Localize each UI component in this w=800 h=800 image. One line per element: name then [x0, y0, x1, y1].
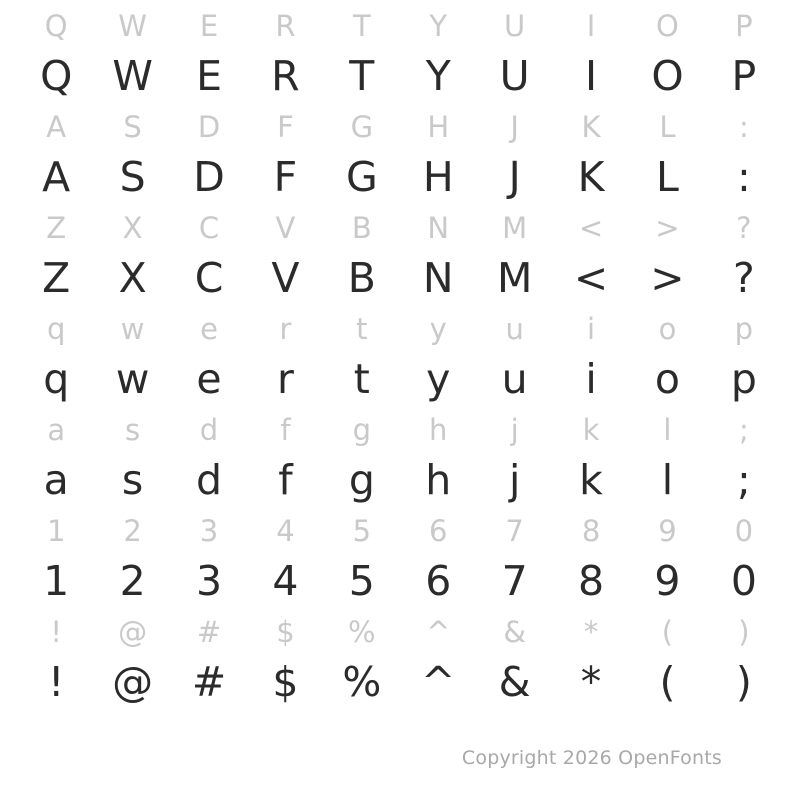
glyph-row-light	[0, 105, 800, 149]
glyph-cell: L	[656, 153, 679, 201]
glyph-cell: 7	[501, 557, 528, 605]
glyph-cell: 2	[123, 513, 142, 548]
glyph-cell: K	[577, 153, 605, 201]
glyph-cell: 4	[276, 513, 295, 548]
copyright-notice: Copyright 2026 OpenFonts	[461, 747, 722, 769]
glyph-cell: #	[191, 658, 227, 706]
glyph-cell: &	[503, 614, 526, 649]
glyph-cell: W	[118, 8, 147, 43]
glyph-cell: g	[348, 456, 375, 504]
glyph-cell: M	[502, 210, 528, 245]
glyph-cell: K	[581, 109, 601, 144]
glyph-cell: 9	[654, 557, 681, 605]
glyph-cell: S	[119, 153, 146, 201]
glyph-cell: t	[353, 355, 370, 403]
glyph-cell: J	[510, 109, 519, 144]
glyph-cell: q	[46, 311, 66, 346]
glyph-row-dark	[0, 452, 800, 509]
glyph-cell: C	[198, 210, 220, 245]
glyph-cell: r	[279, 311, 292, 346]
glyph-row-light	[0, 509, 800, 553]
glyph-cell: ^	[426, 614, 451, 649]
glyph-cell: f	[278, 456, 293, 504]
glyph-cell: <	[578, 210, 604, 245]
glyph-cell: L	[659, 109, 676, 144]
glyph-row-pair	[0, 307, 800, 408]
glyph-cell: :	[736, 153, 751, 201]
glyph-cell: T	[349, 52, 375, 100]
glyph-cell: w	[120, 311, 145, 346]
glyph-cell: s	[121, 456, 144, 504]
glyph-cell: !	[47, 658, 65, 706]
glyph-cell: U	[504, 8, 526, 43]
glyph-cell: H	[422, 153, 454, 201]
glyph-cell: h	[429, 412, 448, 447]
glyph-cell: 1	[46, 513, 66, 548]
glyph-cell: *	[580, 658, 602, 706]
glyph-cell: 6	[429, 513, 448, 548]
glyph-cell: i	[585, 355, 597, 403]
glyph-cell: ;	[738, 412, 749, 447]
glyph-row-pair	[0, 509, 800, 610]
glyph-row-light	[0, 610, 800, 654]
glyph-cell: p	[730, 355, 757, 403]
glyph-cell: V	[275, 210, 296, 245]
glyph-cell: %	[342, 658, 382, 706]
glyph-cell: (	[659, 658, 676, 706]
glyph-row-dark	[0, 250, 800, 307]
glyph-row-pair	[0, 206, 800, 307]
glyph-cell: >	[655, 210, 680, 245]
glyph-cell: $	[276, 614, 295, 649]
glyph-cell: V	[271, 254, 300, 302]
glyph-cell: Q	[44, 8, 68, 43]
glyph-cell: M	[496, 254, 533, 302]
glyph-cell: ;	[736, 456, 751, 504]
glyph-row-pair	[0, 610, 800, 711]
glyph-cell: 9	[658, 513, 677, 548]
glyph-cell: D	[193, 153, 225, 201]
glyph-cell: 5	[348, 557, 375, 605]
glyph-cell: 7	[505, 513, 524, 548]
glyph-cell: a	[43, 456, 69, 504]
glyph-cell: A	[46, 109, 67, 144]
glyph-cell: 3	[195, 557, 223, 605]
glyph-cell: e	[200, 311, 218, 346]
glyph-cell: u	[501, 355, 528, 403]
glyph-cell: &	[498, 658, 531, 706]
glyph-cell: *	[583, 614, 599, 649]
glyph-row-dark	[0, 149, 800, 206]
glyph-cell: j	[510, 412, 519, 447]
glyph-row-light	[0, 4, 800, 48]
glyph-cell: E	[199, 8, 219, 43]
glyph-cell: O	[656, 8, 679, 43]
glyph-cell: I	[585, 52, 598, 100]
glyph-cell: X	[122, 210, 143, 245]
glyph-cell: #	[196, 614, 222, 649]
glyph-cell: j	[508, 456, 521, 504]
glyph-cell: u	[505, 311, 524, 346]
glyph-row-pair	[0, 4, 800, 105]
glyph-cell: g	[352, 412, 372, 447]
glyph-cell: R	[275, 8, 296, 43]
glyph-cell: P	[735, 8, 753, 43]
glyph-cell: >	[650, 254, 685, 302]
glyph-cell: !	[50, 614, 63, 649]
glyph-cell: l	[661, 456, 674, 504]
glyph-cell: f	[280, 412, 291, 447]
glyph-cell: Z	[42, 254, 71, 302]
glyph-cell: k	[582, 412, 600, 447]
glyph-row-pair	[0, 105, 800, 206]
glyph-cell: G	[345, 153, 378, 201]
glyph-cell: D	[197, 109, 221, 144]
glyph-cell: N	[427, 210, 450, 245]
glyph-row-light	[0, 307, 800, 351]
glyph-cell: F	[273, 153, 298, 201]
glyph-cell: 3	[199, 513, 219, 548]
glyph-cell: G	[350, 109, 374, 144]
glyph-cell: J	[508, 153, 521, 201]
glyph-row-dark	[0, 351, 800, 408]
glyph-cell: o	[654, 355, 680, 403]
glyph-cell: r	[276, 355, 294, 403]
glyph-cell: (	[661, 614, 674, 649]
glyph-cell: W	[112, 52, 153, 100]
glyph-cell: B	[347, 254, 376, 302]
glyph-cell: l	[663, 412, 672, 447]
glyph-cell: 5	[352, 513, 372, 548]
glyph-cell: ?	[736, 210, 752, 245]
glyph-cell: N	[422, 254, 454, 302]
glyph-cell: :	[738, 109, 749, 144]
glyph-cell: i	[587, 311, 596, 346]
glyph-cell: T	[352, 8, 371, 43]
glyph-cell: @	[112, 658, 154, 706]
glyph-cell: I	[586, 8, 596, 43]
glyph-cell: @	[118, 614, 148, 649]
glyph-cell: O	[651, 52, 684, 100]
glyph-cell: )	[735, 658, 752, 706]
glyph-cell: k	[579, 456, 603, 504]
glyph-cell: F	[277, 109, 294, 144]
glyph-cell: q	[43, 355, 70, 403]
glyph-cell: U	[499, 52, 530, 100]
glyph-cell: $	[272, 658, 299, 706]
glyph-cell: t	[356, 311, 368, 346]
glyph-row-pair	[0, 408, 800, 509]
glyph-cell: 2	[119, 557, 146, 605]
glyph-cell: 0	[730, 557, 757, 605]
glyph-cell: w	[115, 355, 150, 403]
glyph-cell: ?	[732, 254, 755, 302]
glyph-cell: y	[426, 355, 451, 403]
glyph-cell: a	[47, 412, 66, 447]
glyph-row-light	[0, 206, 800, 250]
glyph-cell: X	[118, 254, 147, 302]
glyph-cell: Y	[429, 8, 448, 43]
glyph-cell: 8	[578, 557, 605, 605]
glyph-cell: P	[731, 52, 757, 100]
glyph-cell: o	[658, 311, 677, 346]
glyph-cell: <	[573, 254, 609, 302]
glyph-cell: )	[738, 614, 750, 649]
glyph-cell: %	[348, 614, 376, 649]
glyph-cell: 0	[734, 513, 754, 548]
glyph-cell: 1	[43, 557, 70, 605]
glyph-cell: p	[734, 311, 754, 346]
glyph-cell: 4	[272, 557, 299, 605]
glyph-row-dark	[0, 654, 800, 711]
glyph-row-dark	[0, 553, 800, 610]
glyph-cell: A	[42, 153, 71, 201]
glyph-cell: h	[425, 456, 452, 504]
glyph-cell: S	[123, 109, 142, 144]
glyph-row-light	[0, 408, 800, 452]
glyph-cell: Z	[46, 210, 67, 245]
glyph-cell: 6	[425, 557, 452, 605]
glyph-cell: Q	[40, 52, 73, 100]
glyph-cell: d	[196, 456, 223, 504]
glyph-cell: d	[199, 412, 219, 447]
glyph-row-dark	[0, 48, 800, 105]
glyph-cell: H	[427, 109, 450, 144]
glyph-cell: 8	[581, 513, 601, 548]
glyph-cell: R	[271, 52, 300, 100]
glyph-cell: E	[196, 52, 222, 100]
glyph-cell: Y	[425, 52, 451, 100]
glyph-cell: C	[194, 254, 224, 302]
glyph-cell: ^	[421, 658, 456, 706]
glyph-cell: y	[429, 311, 447, 346]
glyph-cell: s	[125, 412, 141, 447]
glyph-cell: B	[351, 210, 372, 245]
glyph-cell: e	[196, 355, 222, 403]
